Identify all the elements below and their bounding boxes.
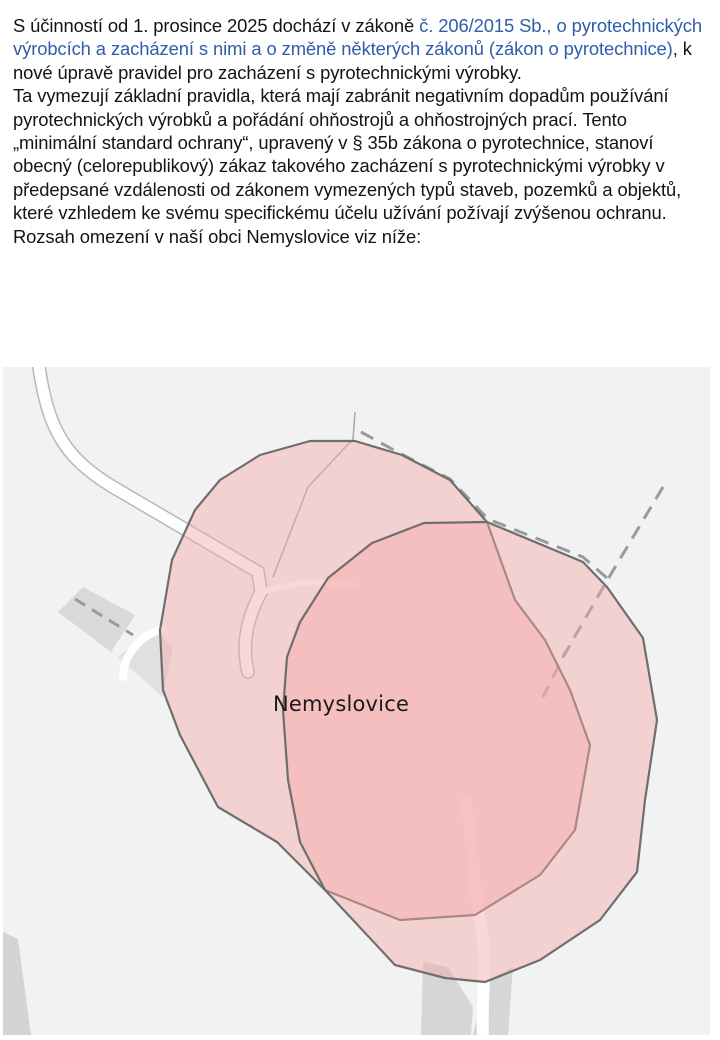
- restriction-map[interactable]: [3, 367, 710, 1035]
- law-link[interactable]: č. 206/2015 Sb., o pyrotechnických výrobcích a zacházení s nimi a o změně některých zákonů (zákon o pyrotechnice): [13, 15, 702, 60]
- article-text: [13, 14, 713, 248]
- paragraph-intro: [13, 14, 713, 84]
- protection-zone-east[interactable]: [283, 522, 657, 982]
- intro-lead: S účinností od 1. prosince 2025 dochází v zákoně: [13, 15, 420, 36]
- paragraph-scope: Rozsah omezení v naší obci Nemyslovice viz níže:: [13, 225, 422, 247]
- intro-tail: , k nové úpravě pravidel pro zacházení s pyrotechnickými výrobky.: [13, 38, 692, 83]
- paragraph-rules: Ta vymezují základní pravidla, která mají zabránit negativním dopadům používání pyrotechnických výrobků a pořádání ohňostrojů a ohňostrojných prací. Tento „minimální standard ochrany“, upravený v § 35b zákona o pyrotechnice, stanoví obecný (celorepublikový) zákaz takového zacházení s pyrotechnickými výrobky v předepsané vzdálenosti od zákonem vymezených typů staveb, pozemků a objektů, které vzhledem ke svému specifickému účelu užívání požívají zvýšenou ochranu.: [13, 85, 682, 224]
- village-label: Nemyslovice: [273, 692, 410, 716]
- forest-patch-southwest: [3, 932, 31, 1035]
- field-building: [58, 587, 135, 652]
